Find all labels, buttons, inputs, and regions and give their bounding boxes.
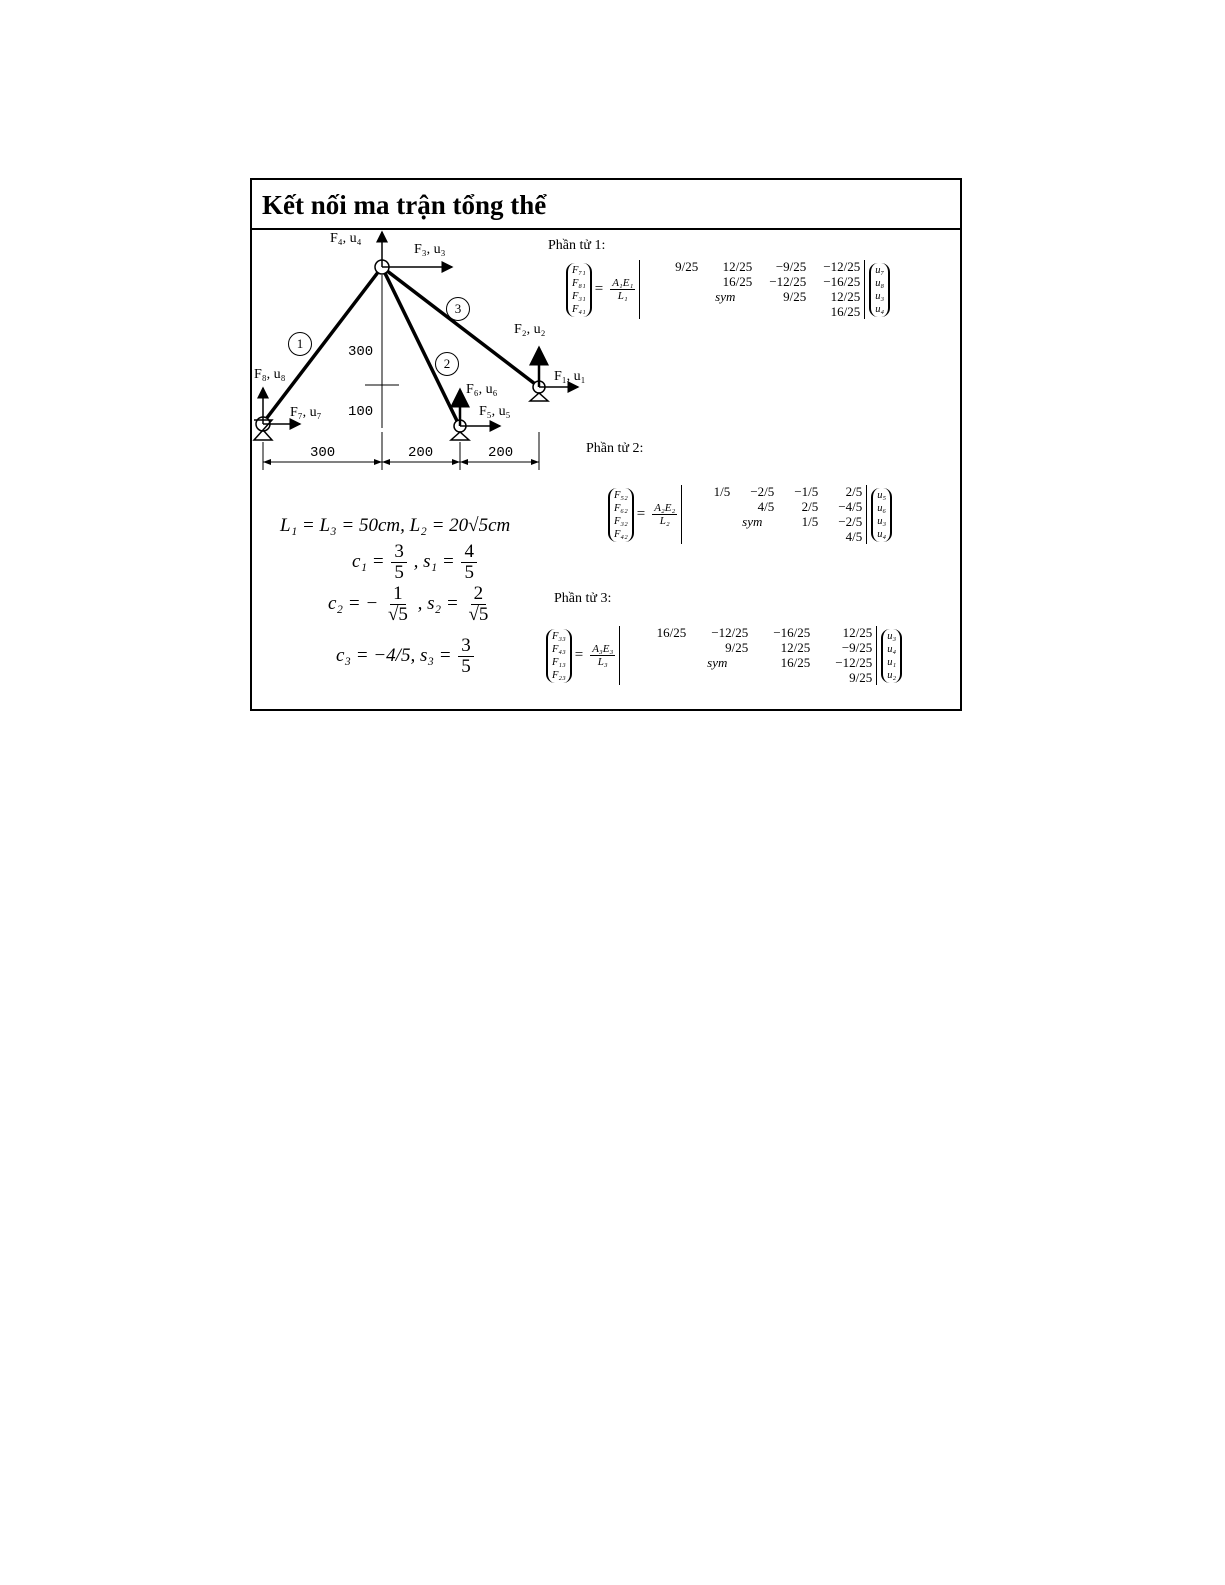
support-right <box>530 393 548 401</box>
slide <box>250 178 962 711</box>
label-left-y: F₈, u₈ <box>254 367 286 382</box>
element-3-stiffness-matrix: 16/25 −12/25 −16/25 12/25 9/25 12/25 −9/25 sym 16/25 −12/25 9/25 <box>619 626 877 685</box>
member-tag-2: 2 <box>435 352 459 376</box>
formula-c3-s3: c₃ = −4/5, s₃ = $\frac{3}{5}$ <box>336 636 476 677</box>
member-tag-1: 1 <box>288 332 312 356</box>
label-top-y: F₄, u₄ <box>330 231 362 246</box>
element-2-label: Phần tử 2: <box>586 441 644 456</box>
dim-width-200-b: 200 <box>488 445 514 461</box>
member-2 <box>382 267 460 427</box>
element-3-displacement-vector: u₃ u₄ u₁ u₂ <box>881 629 902 683</box>
element-1-coefficient: $\frac{\text{A₁E₁}}{\text{L₁}}$ <box>612 277 634 302</box>
label-mid-x: F₅, u₅ <box>479 404 511 419</box>
element-2-stiffness-matrix: 1/5 −2/5 −1/5 2/5 4/5 2/5 −4/5 sym 1/5 −2/5 4/5 <box>681 485 867 544</box>
element-3-label: Phần tử 3: <box>554 591 612 606</box>
label-right-x: F₁, u₁ <box>554 369 586 384</box>
support-mid <box>451 432 469 440</box>
label-mid-y: F₆, u₆ <box>466 382 498 397</box>
label-left-x: F₇, u₇ <box>290 405 322 420</box>
dim-width-200-a: 200 <box>408 445 434 461</box>
label-right-y: F₂, u₂ <box>514 322 546 337</box>
element-3-force-vector: F₃₃ F₄₃ F₁₃ F₂₃ <box>546 629 572 683</box>
element-1-force-vector: F₇₁ F₈₁ F₃₁ F₄₁ <box>566 263 592 317</box>
element-2-displacement-vector: u₅ u₆ u₃ u₄ <box>871 488 892 542</box>
element-1-equation: F₇₁ F₈₁ F₃₁ F₄₁ = $\frac{\text{A₁E₁}}{\text{L₁}}$ 9/25 12/25 −9/25 −12/25 16/25 −12/25 −16/25 sym 9/25 12/25 16/25 u₇ u₈ u₃ u₄ <box>566 260 890 319</box>
element-1-stiffness-matrix: 9/25 12/25 −9/25 −12/25 16/25 −12/25 −16/25 sym 9/25 12/25 16/25 <box>639 260 865 319</box>
dim-width-300: 300 <box>310 445 336 461</box>
member-tag-3: 3 <box>446 297 470 321</box>
element-2-equation: F₅₂ F₆₂ F₃₂ F₄₂ = $\frac{\text{A₂E₂}}{\text{L₂}}$ 1/5 −2/5 −1/5 2/5 4/5 2/5 −4/5 sym 1/5 −2/5 4/5 u₅ u₆ u₃ u₄ <box>608 485 892 544</box>
element-1-displacement-vector: u₇ u₈ u₃ u₄ <box>869 263 890 317</box>
element-3-equation: F₃₃ F₄₃ F₁₃ F₂₃ = $\frac{\text{A₃E₃}}{\text{L₃}}$ 16/25 −12/25 −16/25 12/25 9/25 12/25 −9/25 sym 16/25 −12/25 9/25 u₃ u₄ u₁ u₂ <box>546 626 902 685</box>
slide-title: Kết nối ma trận tổng thể <box>262 190 547 220</box>
dim-height-300: 300 <box>348 344 374 360</box>
element-1-label: Phần tử 1: <box>548 238 606 253</box>
element-2-force-vector: F₅₂ F₆₂ F₃₂ F₄₂ <box>608 488 634 542</box>
element-2-coefficient: $\frac{\text{A₂E₂}}{\text{L₂}}$ <box>654 502 676 527</box>
dim-height-100: 100 <box>348 404 374 420</box>
formula-c2-s2: c₂ = − $\frac{1}{√5}$ , s₂ = $\frac{2}{√5}$ <box>328 583 489 625</box>
element-3-coefficient: $\frac{\text{A₃E₃}}{\text{L₃}}$ <box>592 643 614 668</box>
label-top-x: F₃, u₃ <box>414 242 446 257</box>
formula-lengths: L₁ = L₃ = 50cm, L₂ = 20√5cm <box>280 515 511 536</box>
formula-c1-s1: c₁ = $\frac{3}{5}$ , s₁ = $\frac{4}{5}$ <box>352 542 479 583</box>
